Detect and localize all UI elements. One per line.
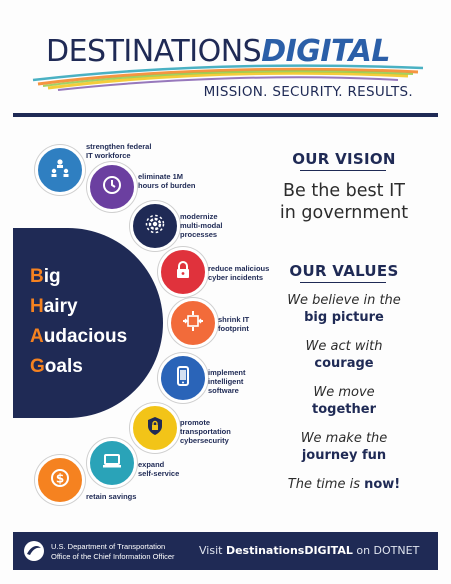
header-divider (13, 113, 438, 117)
goal-label: implement intelligent software (208, 368, 246, 395)
values-heading: OUR VALUES (289, 262, 399, 280)
bhag-line-hairy: Hairy (30, 296, 78, 317)
value-item: The time is now! (287, 477, 401, 492)
dollar-coin-icon (49, 467, 71, 494)
vision-heading: OUR VISION (292, 150, 396, 168)
goal-label: retain savings (86, 492, 137, 501)
svg-text:$: $ (55, 471, 65, 485)
bhag-title (30, 262, 127, 382)
goal-circle (130, 403, 180, 453)
goal-label: expand self-service (138, 460, 180, 478)
bhag-line-big: Big (30, 266, 61, 287)
goal-circle (168, 298, 218, 348)
footer-visit-text: Visit DestinationsDIGITAL on DOTNET (199, 544, 420, 557)
lock-icon (172, 259, 194, 286)
gear-icon (144, 213, 166, 240)
vision-statement (260, 180, 428, 224)
goal-circle (130, 201, 180, 251)
value-item: We move together (312, 385, 376, 417)
bhag-line-audacious: Audacious (30, 326, 128, 347)
people-org-chart-icon (49, 157, 71, 184)
footer-org-line2: Office of the Chief Information Officer (51, 552, 175, 561)
smartphone-icon (172, 365, 194, 392)
goal-circle (158, 353, 208, 403)
dot-logo-icon (23, 540, 45, 562)
footer-bar (13, 532, 438, 570)
goal-circle (35, 455, 85, 505)
value-item: We act with courage (305, 339, 383, 371)
value-item: We make the journey fun (300, 431, 388, 463)
goal-circle (87, 438, 137, 488)
vision-divider (300, 170, 386, 171)
value-item: We believe in the big picture (287, 293, 401, 325)
shrink-arrows-icon (182, 310, 204, 337)
laptop-icon (101, 450, 123, 477)
shield-lock-icon (144, 415, 166, 442)
bhag-line-goals: Goals (30, 356, 83, 377)
goal-label: eliminate 1M hours of burden (138, 172, 196, 190)
goal-label: shrink IT footprint (218, 315, 250, 333)
goal-label: strengthen federal IT workforce (86, 142, 152, 160)
values-divider (300, 282, 386, 283)
goal-label: modernize multi-modal processes (180, 212, 223, 239)
goal-circle (158, 247, 208, 297)
brand-tagline: MISSION. SECURITY. RESULTS. (203, 84, 413, 100)
brand-title-part2: DIGITAL (261, 34, 391, 69)
goal-label: promote transportation cybersecurity (180, 418, 231, 445)
goal-circle (35, 145, 85, 195)
goal-label: reduce malicious cyber incidents (208, 264, 270, 282)
vision-line1: Be the best IT (283, 181, 405, 201)
clock-icon (101, 174, 123, 201)
brand-title-part1: DESTINATIONS (46, 34, 262, 69)
goal-circle (87, 162, 137, 212)
footer-org-line1: U.S. Department of Transportation (51, 542, 166, 551)
vision-line2: in government (279, 203, 409, 223)
